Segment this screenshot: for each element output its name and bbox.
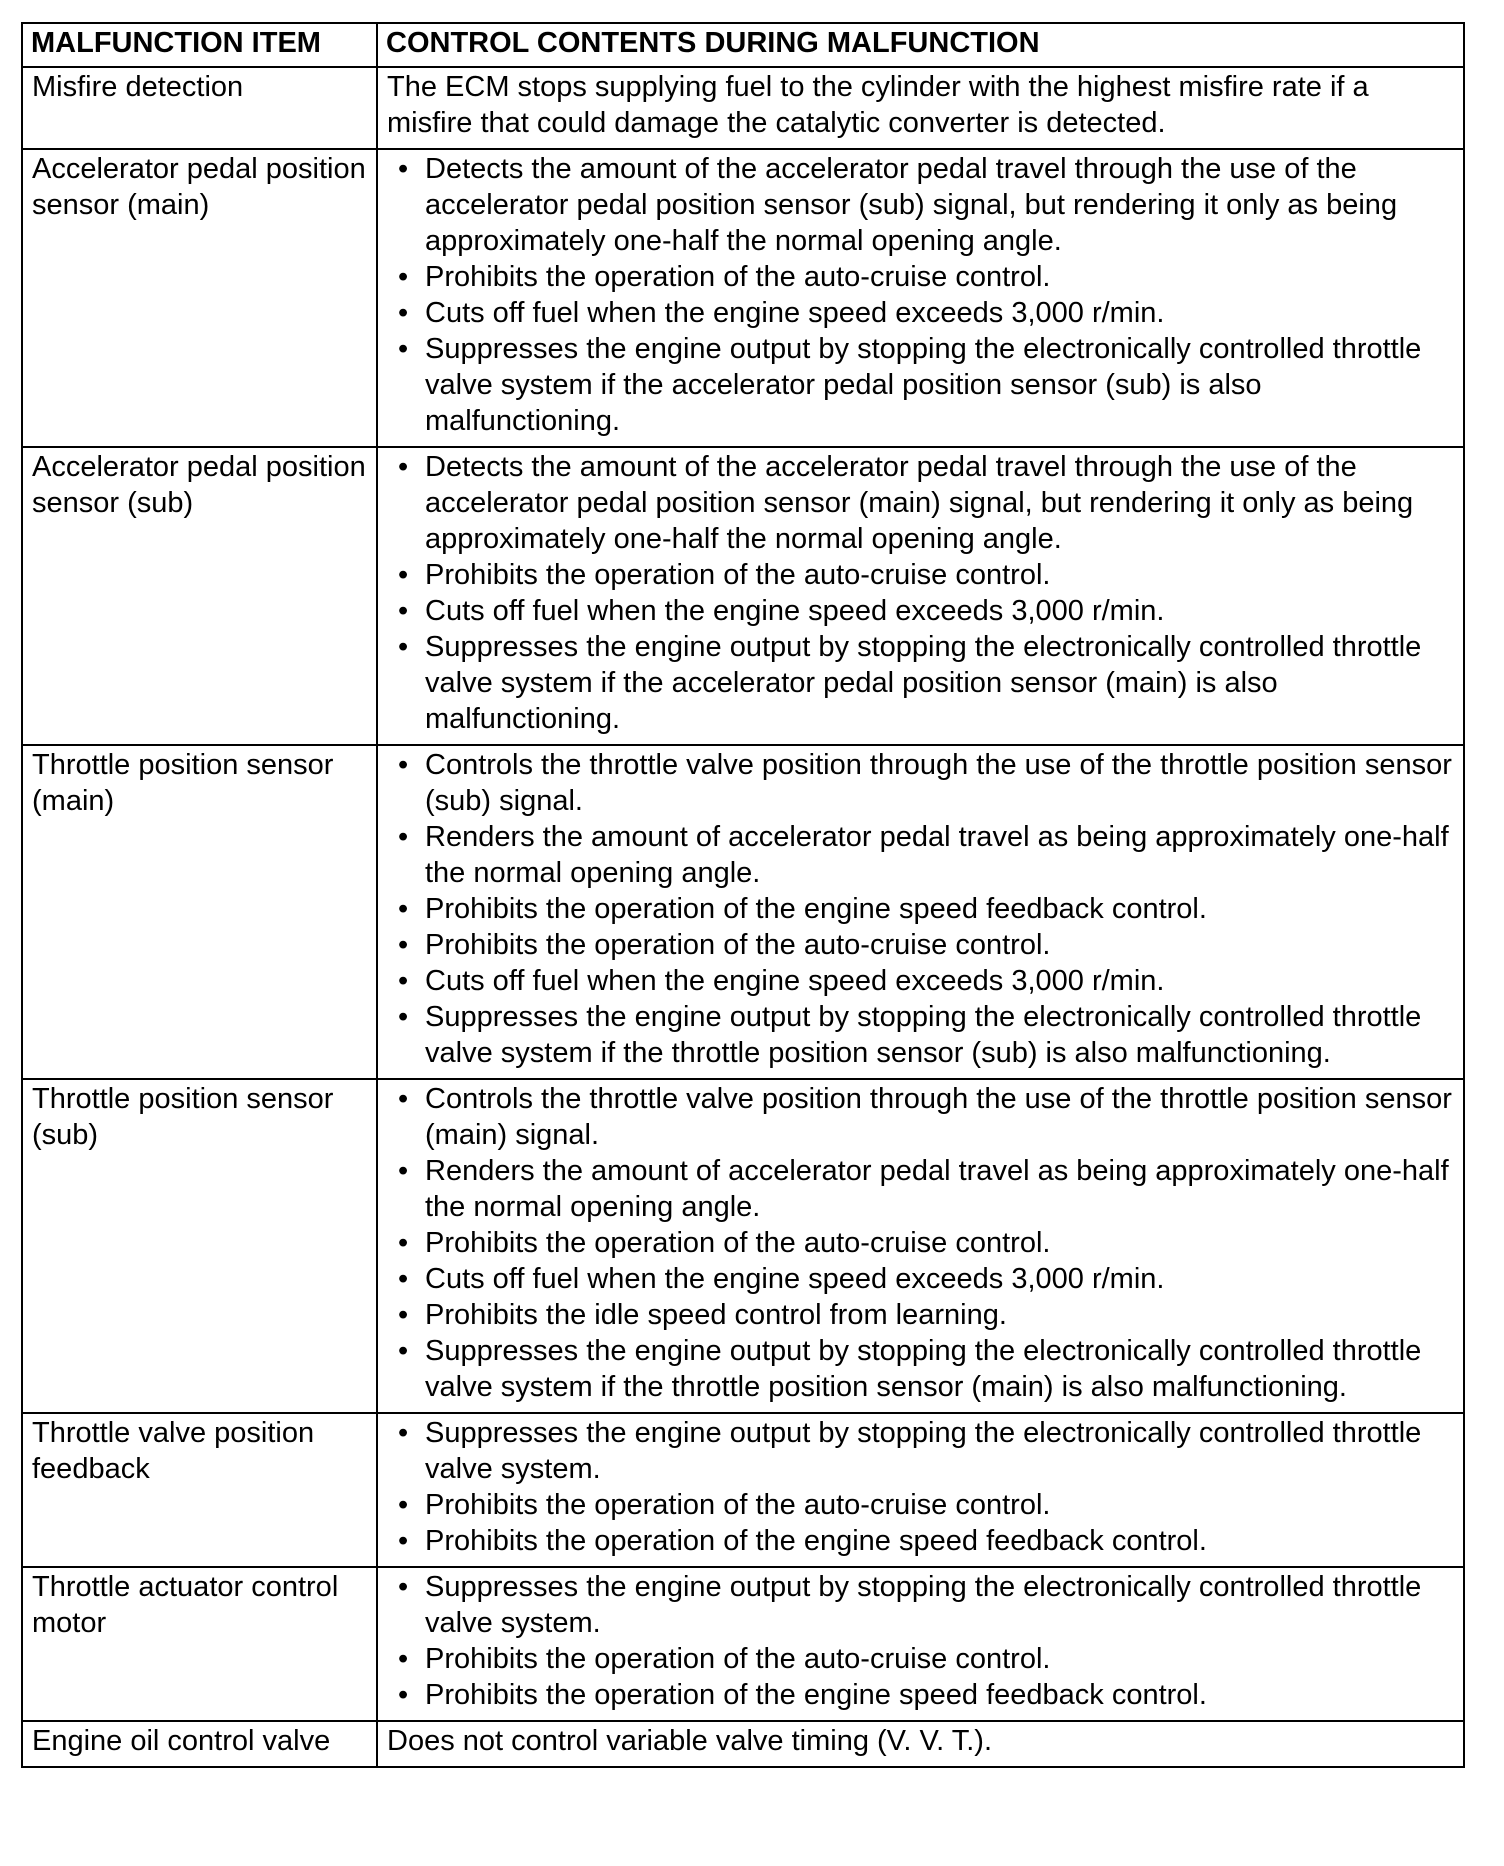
- bullet-dot-icon: •: [398, 1155, 409, 1187]
- control-bullet-item: [387, 819, 1453, 891]
- control-bullet-item: [387, 1333, 1453, 1405]
- control-bullet-item: [387, 747, 1453, 819]
- malfunction-control-table: [21, 22, 1465, 1768]
- table-body: [22, 67, 1464, 1767]
- control-bullet-item: [387, 1261, 1453, 1297]
- bullet-text: Prohibits the operation of the auto-cruise control.: [425, 1643, 1051, 1675]
- bullet-text: Detects the amount of the accelerator pedal travel through the use of the accelerator pedal position sensor (main) signal, but rendering it only as being approximately one-half the normal opening angle.: [425, 451, 1414, 555]
- control-bullet-list: [387, 747, 1453, 1071]
- table-row: [22, 67, 1464, 149]
- control-contents-cell: [377, 149, 1464, 447]
- malfunction-item-cell: Throttle position sensor (sub): [22, 1079, 377, 1413]
- control-bullet-item: [387, 1641, 1453, 1677]
- bullet-text: Prohibits the operation of the auto-cruise control.: [425, 559, 1051, 591]
- control-bullet-item: [387, 151, 1453, 259]
- bullet-text: Suppresses the engine output by stopping the electronically controlled throttle valve system if the throttle position sensor (sub) is also malfunctioning.: [425, 1001, 1422, 1069]
- control-bullet-item: [387, 1153, 1453, 1225]
- malfunction-item-cell: Accelerator pedal position sensor (sub): [22, 447, 377, 745]
- bullet-dot-icon: •: [398, 821, 409, 853]
- bullet-text: Prohibits the operation of the auto-cruise control.: [425, 261, 1051, 293]
- control-bullet-item: [387, 891, 1453, 927]
- control-bullet-item: [387, 1297, 1453, 1333]
- bullet-dot-icon: •: [398, 1417, 409, 1449]
- bullet-dot-icon: •: [398, 929, 409, 961]
- table-row: [22, 1413, 1464, 1567]
- bullet-text: Suppresses the engine output by stopping the electronically controlled throttle valve system if the throttle position sensor (main) is also malfunctioning.: [425, 1335, 1422, 1403]
- control-bullet-list: [387, 151, 1453, 439]
- control-bullet-item: [387, 1569, 1453, 1641]
- control-bullet-item: [387, 295, 1453, 331]
- bullet-text: Cuts off fuel when the engine speed exceeds 3,000 r/min.: [425, 595, 1165, 627]
- table-row: [22, 1721, 1464, 1767]
- bullet-dot-icon: •: [398, 749, 409, 781]
- control-bullet-list: [387, 1415, 1453, 1559]
- control-bullet-item: [387, 1415, 1453, 1487]
- malfunction-item-cell: Misfire detection: [22, 67, 377, 149]
- bullet-text: Cuts off fuel when the engine speed exceeds 3,000 r/min.: [425, 1263, 1165, 1295]
- bullet-text: Suppresses the engine output by stopping the electronically controlled throttle valve system if the accelerator pedal position sensor (sub) is also malfunctioning.: [425, 333, 1422, 437]
- control-bullet-item: [387, 629, 1453, 737]
- bullet-dot-icon: •: [398, 595, 409, 627]
- bullet-dot-icon: •: [398, 1571, 409, 1603]
- control-bullet-list: [387, 1081, 1453, 1405]
- bullet-text: Prohibits the operation of the engine speed feedback control.: [425, 893, 1207, 925]
- bullet-dot-icon: •: [398, 559, 409, 591]
- control-bullet-item: [387, 963, 1453, 999]
- control-bullet-item: [387, 999, 1453, 1071]
- header-malfunction-item: MALFUNCTION ITEM: [22, 23, 377, 67]
- bullet-dot-icon: •: [398, 1083, 409, 1115]
- control-bullet-item: [387, 593, 1453, 629]
- bullet-dot-icon: •: [398, 1263, 409, 1295]
- table-row: [22, 745, 1464, 1079]
- control-bullet-item: [387, 1225, 1453, 1261]
- bullet-text: Suppresses the engine output by stopping the electronically controlled throttle valve system if the accelerator pedal position sensor (main) is also malfunctioning.: [425, 631, 1422, 735]
- bullet-dot-icon: •: [398, 1679, 409, 1711]
- control-contents-cell: [377, 745, 1464, 1079]
- control-bullet-list: [387, 449, 1453, 737]
- bullet-dot-icon: •: [398, 1299, 409, 1331]
- control-bullet-item: [387, 1487, 1453, 1523]
- bullet-text: Prohibits the operation of the engine speed feedback control.: [425, 1679, 1207, 1711]
- control-contents-cell: [377, 1079, 1464, 1413]
- bullet-text: Cuts off fuel when the engine speed exceeds 3,000 r/min.: [425, 297, 1165, 329]
- bullet-dot-icon: •: [398, 1489, 409, 1521]
- bullet-dot-icon: •: [398, 631, 409, 663]
- bullet-dot-icon: •: [398, 261, 409, 293]
- document-page: [21, 22, 1463, 1768]
- bullet-dot-icon: •: [398, 965, 409, 997]
- bullet-dot-icon: •: [398, 153, 409, 185]
- control-contents-cell: Does not control variable valve timing (V. V. T.).: [377, 1721, 1464, 1767]
- bullet-text: Suppresses the engine output by stopping the electronically controlled throttle valve system.: [425, 1417, 1422, 1485]
- bullet-text: Prohibits the idle speed control from learning.: [425, 1299, 1007, 1331]
- bullet-text: Prohibits the operation of the auto-cruise control.: [425, 1227, 1051, 1259]
- malfunction-item-cell: Accelerator pedal position sensor (main): [22, 149, 377, 447]
- bullet-dot-icon: •: [398, 1001, 409, 1033]
- control-bullet-item: [387, 557, 1453, 593]
- control-contents-cell: The ECM stops supplying fuel to the cylinder with the highest misfire rate if a misfire that could damage the catalytic converter is detected.: [377, 67, 1464, 149]
- control-bullet-item: [387, 449, 1453, 557]
- bullet-dot-icon: •: [398, 893, 409, 925]
- control-bullet-item: [387, 259, 1453, 295]
- bullet-dot-icon: •: [398, 1227, 409, 1259]
- control-bullet-item: [387, 331, 1453, 439]
- control-bullet-list: [387, 1569, 1453, 1713]
- table-row: [22, 447, 1464, 745]
- bullet-text: Cuts off fuel when the engine speed exceeds 3,000 r/min.: [425, 965, 1165, 997]
- bullet-dot-icon: •: [398, 333, 409, 365]
- control-contents-cell: [377, 1567, 1464, 1721]
- bullet-text: Suppresses the engine output by stopping the electronically controlled throttle valve system.: [425, 1571, 1422, 1639]
- header-control-contents: CONTROL CONTENTS DURING MALFUNCTION: [377, 23, 1464, 67]
- control-contents-cell: [377, 1413, 1464, 1567]
- bullet-text: Renders the amount of accelerator pedal travel as being approximately one-half the normal opening angle.: [425, 1155, 1449, 1223]
- malfunction-item-cell: Throttle valve position feedback: [22, 1413, 377, 1567]
- bullet-text: Prohibits the operation of the auto-cruise control.: [425, 1489, 1051, 1521]
- control-bullet-item: [387, 1081, 1453, 1153]
- bullet-text: Renders the amount of accelerator pedal travel as being approximately one-half the normal opening angle.: [425, 821, 1449, 889]
- table-row: [22, 1079, 1464, 1413]
- bullet-text: Prohibits the operation of the auto-cruise control.: [425, 929, 1051, 961]
- table-header-row: [22, 23, 1464, 67]
- malfunction-item-cell: Engine oil control valve: [22, 1721, 377, 1767]
- bullet-dot-icon: •: [398, 1643, 409, 1675]
- control-bullet-item: [387, 1677, 1453, 1713]
- control-bullet-item: [387, 927, 1453, 963]
- bullet-dot-icon: •: [398, 451, 409, 483]
- table-row: [22, 1567, 1464, 1721]
- malfunction-item-cell: Throttle position sensor (main): [22, 745, 377, 1079]
- bullet-dot-icon: •: [398, 297, 409, 329]
- control-bullet-item: [387, 1523, 1453, 1559]
- bullet-text: Controls the throttle valve position through the use of the throttle position sensor (sub) signal.: [425, 749, 1452, 817]
- bullet-dot-icon: •: [398, 1335, 409, 1367]
- bullet-text: Controls the throttle valve position through the use of the throttle position sensor (main) signal.: [425, 1083, 1452, 1151]
- malfunction-item-cell: Throttle actuator control motor: [22, 1567, 377, 1721]
- table-row: [22, 149, 1464, 447]
- bullet-text: Prohibits the operation of the engine speed feedback control.: [425, 1525, 1207, 1557]
- bullet-text: Detects the amount of the accelerator pedal travel through the use of the accelerator pedal position sensor (sub) signal, but rendering it only as being approximately one-half the normal opening angle.: [425, 153, 1398, 257]
- control-contents-cell: [377, 447, 1464, 745]
- bullet-dot-icon: •: [398, 1525, 409, 1557]
